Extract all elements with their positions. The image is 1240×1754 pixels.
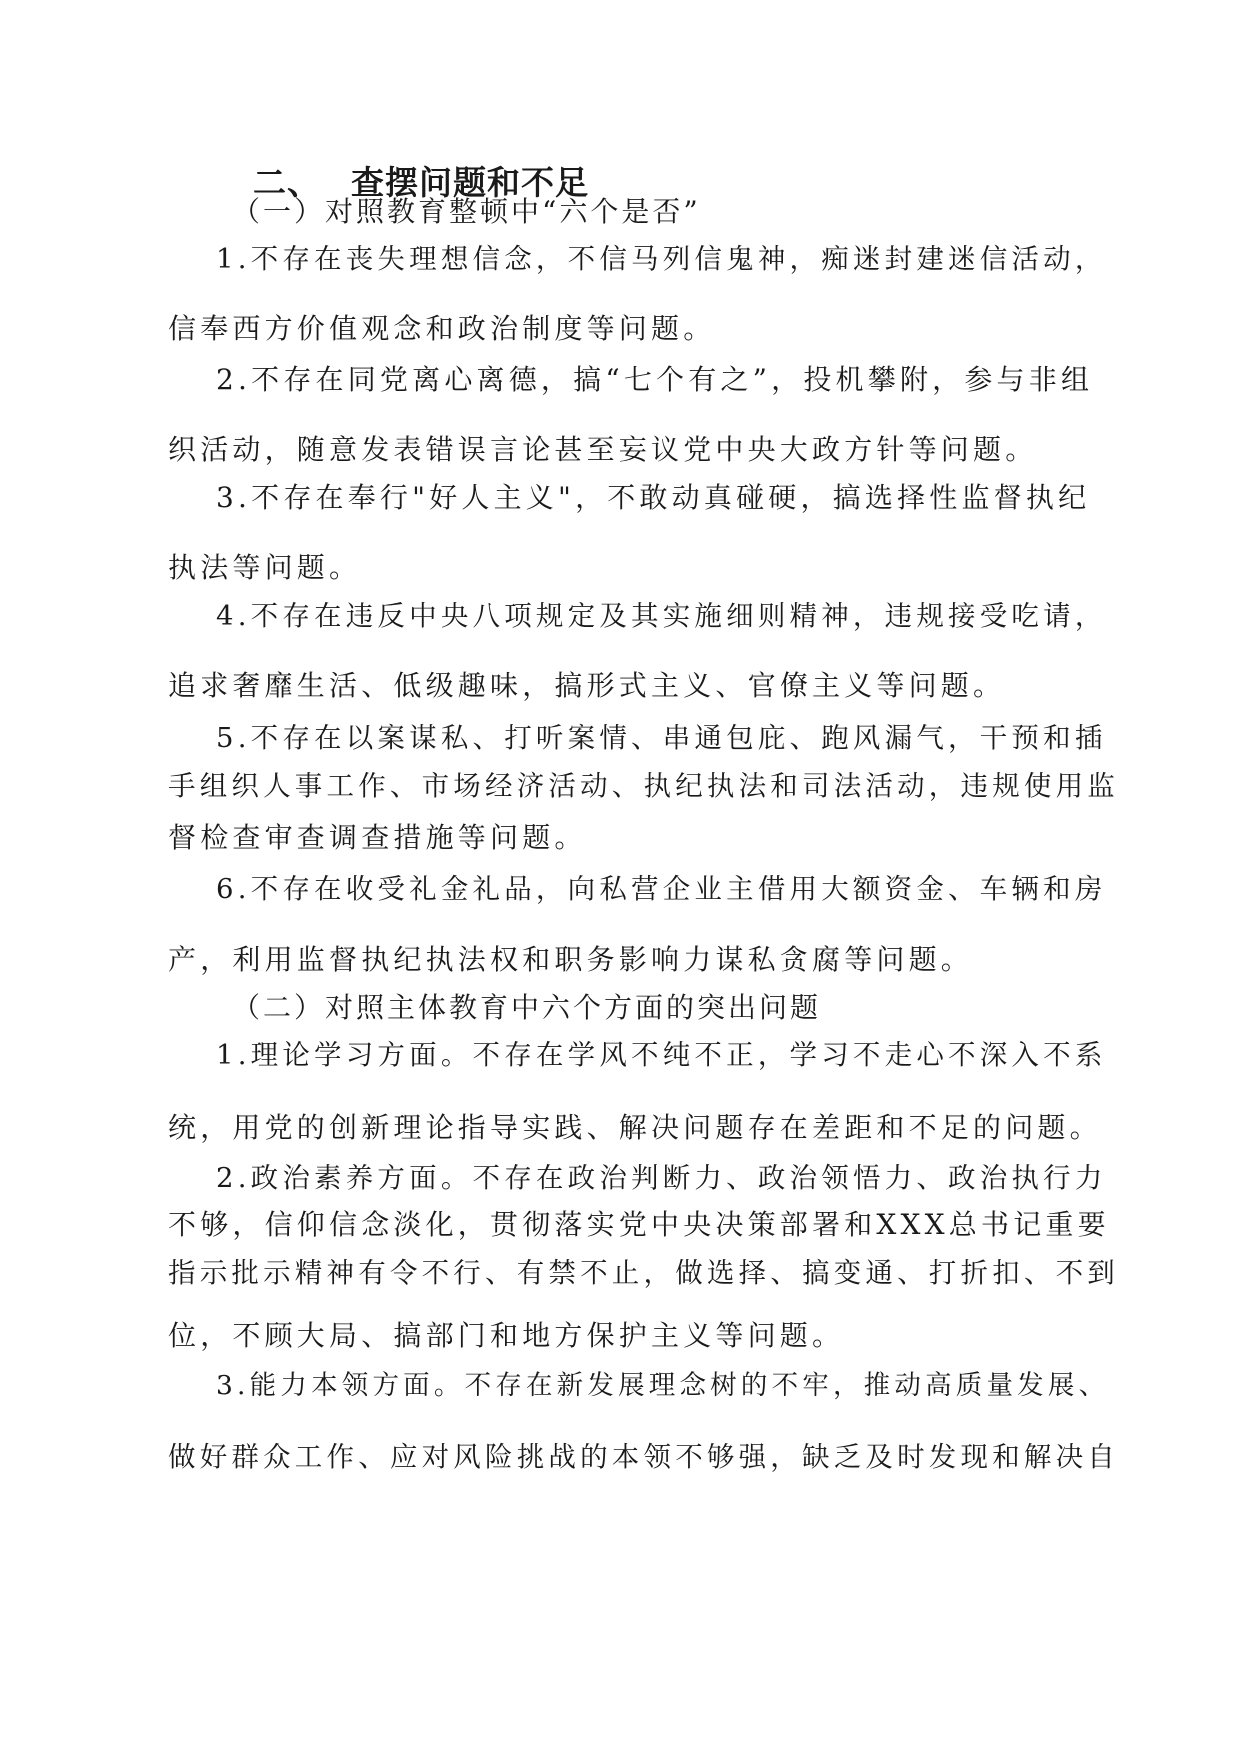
paragraph-line: 1.不存在丧失理想信念，不信马列信鬼神，痴迷封建迷信活动， [216,243,1107,275]
subsection-heading: （一）对照教育整顿中“六个是否” [232,195,701,228]
paragraph-line: 信奉西方价值观念和政治制度等问题。 [168,312,716,345]
paragraph-line: 织活动，随意发表错误言论甚至妄议党中央大政方针等问题。 [168,433,1038,466]
paragraph-line: 统，用党的创新理论指导实践、解决问题存在差距和不足的问题。 [168,1111,1102,1144]
paragraph-line: 产，利用监督执纪执法权和职务影响力谋私贪腐等问题。 [168,943,974,976]
paragraph-line: 2.不存在同党离心离德，搞“七个有之”，投机攀附，参与非组 [216,363,1094,396]
paragraph-line: 做好群众工作、应对风险挑战的本领不够强，缺乏及时发现和解决自 [168,1441,1119,1473]
paragraph-line: 6.不存在收受礼金礼品，向私营企业主借用大额资金、车辆和房 [216,873,1107,905]
paragraph-line: 不够，信仰信念淡化，贯彻落实党中央决策部署和XXX总书记重要 [168,1208,1110,1241]
section-title: 查摆问题和不足 [351,163,589,202]
paragraph-line: 5.不存在以案谋私、打听案情、串通包庇、跑风漏气，干预和插 [216,722,1107,754]
paragraph-line: 3.能力本领方面。不存在新发展理念树的不牢，推动高质量发展、 [216,1370,1110,1401]
paragraph-line: 1.理论学习方面。不存在学风不纯不正，学习不走心不深入不系 [216,1039,1107,1071]
paragraph-line: 手组织人事工作、市场经济活动、执纪执法和司法活动，违规使用监 [168,770,1119,802]
subsection-heading: （二）对照主体教育中六个方面的突出问题 [232,991,822,1024]
paragraph-line: 2.政治素养方面。不存在政治判断力、政治领悟力、政治执行力 [216,1162,1107,1194]
section-number: 二、 [253,163,321,202]
paragraph-line: 4.不存在违反中央八项规定及其实施细则精神，违规接受吃请， [216,600,1107,632]
paragraph-line: 指示批示精神有令不行、有禁不止，做选择、搞变通、打折扣、不到 [168,1257,1119,1289]
paragraph-line: 督检查审查调查措施等问题。 [168,821,587,854]
paragraph-line: 执法等问题。 [168,551,362,584]
paragraph-line: 位，不顾大局、搞部门和地方保护主义等问题。 [168,1319,845,1352]
paragraph-line: 3.不存在奉行"好人主义"，不敢动真碰硬，搞选择性监督执纪 [216,481,1091,514]
paragraph-line: 追求奢靡生活、低级趣味，搞形式主义、官僚主义等问题。 [168,669,1006,702]
